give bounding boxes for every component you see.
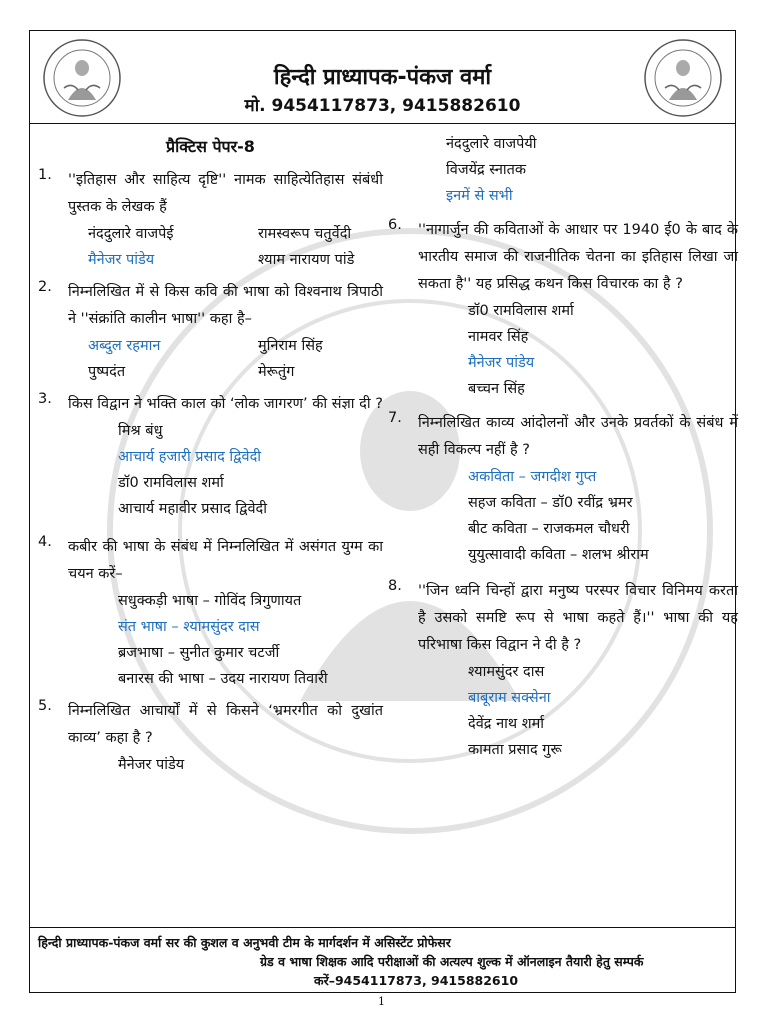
- option: मैनेजर पांडेय: [118, 757, 185, 773]
- question-number: 2.: [38, 279, 52, 295]
- question-3: [38, 391, 383, 522]
- question-6: [388, 217, 738, 402]
- option: कामता प्रसाद गुरू: [468, 742, 562, 758]
- option: रामस्वरूप चतुर्वेदी: [258, 226, 352, 242]
- option-answer: इनमें से सभी: [446, 188, 513, 204]
- left-column: [38, 131, 383, 784]
- footer: [30, 927, 735, 992]
- options-grid: [68, 221, 383, 273]
- question-number: 3.: [38, 391, 52, 407]
- footer-line-2: ग्रेड व भाषा शिक्षक आदि परीक्षाओं की अत्यल्प शुल्क में ऑनलाइन तैयारी हेतु सम्पर्क: [260, 954, 644, 969]
- option: श्याम नारायण पांडे: [258, 252, 355, 268]
- option: मुनिराम सिंह: [258, 338, 323, 354]
- question-text: किस विद्वान ने भक्ति काल को ‘लोक जागरण’ की संज्ञा दी ?: [68, 396, 383, 412]
- option: सधुक्कड़ी भाषा – गोविंद त्रिगुणायत: [118, 593, 302, 609]
- question-text: निम्नलिखित आचार्यों में से किसने ‘भ्रमरगीत को दुखांत काव्य’ कहा है ?: [68, 703, 383, 746]
- option: नंददुलारे वाजपेयी: [446, 136, 537, 152]
- option: आचार्य महावीर प्रसाद द्विवेदी: [118, 501, 268, 517]
- option: देवेंद्र नाथ शर्मा: [468, 716, 545, 732]
- option-answer: अकविता – जगदीश गुप्त: [468, 469, 597, 485]
- page-number: 1: [378, 995, 385, 1008]
- option-answer: अब्दुल रहमान: [88, 338, 161, 354]
- question-number: 8.: [388, 578, 402, 594]
- option-answer: मैनेजर पांडेय: [88, 252, 155, 268]
- question-4: [38, 534, 383, 692]
- question-text: निम्नलिखित में से किस कवि की भाषा को विश्वनाथ त्रिपाठी ने ''संक्रांति कालीन भाषा'' कहा है–: [68, 284, 383, 327]
- option-answer: मैनेजर पांडेय: [468, 355, 535, 371]
- question-1: [38, 167, 383, 273]
- question-2: [38, 279, 383, 385]
- option: श्यामसुंदर दास: [468, 664, 545, 680]
- option: नामवर सिंह: [468, 329, 529, 345]
- right-column: [388, 131, 738, 769]
- header-title: हिन्दी प्राध्यापक-पंकज वर्मा: [273, 65, 492, 90]
- option: पुष्पदंत: [88, 364, 126, 380]
- option: बीट कविता – राजकमल चौधरी: [468, 521, 630, 537]
- question-number: 7.: [388, 410, 402, 426]
- option: युयुत्सावादी कविता – शलभ श्रीराम: [468, 547, 649, 563]
- option: डॉ0 रामविलास शर्मा: [118, 475, 224, 491]
- options-grid: [68, 333, 383, 385]
- header-phone: मो. 9454117873, 9415882610: [244, 96, 521, 116]
- option: मिश्र बंधु: [118, 423, 163, 439]
- question-text: ''नागार्जुन की कविताओं के आधार पर 1940 ई0 के बाद के भारतीय समाज की राजनीतिक चेतना का इतिहास लिखा जा सकता है'' यह प्रसिद्ध कथन किस विचारक का है ?: [418, 222, 738, 292]
- option: ब्रजभाषा – सुनीत कुमार चटर्जी: [118, 645, 280, 661]
- option: मेरूतुंग: [258, 364, 295, 380]
- page-frame: [29, 30, 736, 993]
- footer-line-1: हिन्दी प्राध्यापक-पंकज वर्मा सर की कुशल व अनुभवी टीम के मार्गदर्शन में असिस्टेंट प्रोफेसर: [38, 935, 451, 950]
- option-answer: आचार्य हजारी प्रसाद द्विवेदी: [118, 449, 262, 465]
- question-text: ''जिन ध्वनि चिन्हों द्वारा मनुष्य परस्पर विचार विनिमय करता है उसको समष्टि रूप से भाषा कहते हैं।'' भाषा की यह परिभाषा किस विद्वान ने दी है ?: [418, 583, 738, 653]
- option: सहज कविता – डॉ0 रवींद्र भ्रमर: [468, 495, 633, 511]
- header: [30, 31, 735, 124]
- option: विजयेंद्र स्नातक: [446, 162, 527, 178]
- question-text: कबीर की भाषा के संबंध में निम्नलिखित में असंगत युग्म का चयन करें–: [68, 539, 383, 582]
- question-number: 4.: [38, 534, 52, 550]
- question-text: ''इतिहास और साहित्य दृष्टि'' नामक साहित्येतिहास संबंधी पुस्तक के लेखक हैं: [68, 172, 383, 215]
- question-7: [388, 410, 738, 568]
- option-answer: संत भाषा – श्यामसुंदर दास: [118, 619, 260, 635]
- option: डॉ0 रामविलास शर्मा: [468, 303, 574, 319]
- question-text: निम्नलिखित काव्य आंदोलनों और उनके प्रवर्तकों के संबंध में सही विकल्प नहीं है ?: [418, 415, 738, 458]
- question-8: [388, 578, 738, 763]
- question-5: [38, 698, 383, 778]
- option: नंददुलारे वाजपेई: [88, 226, 174, 242]
- question-number: 1.: [38, 167, 52, 183]
- option: बनारस की भाषा – उदय नारायण तिवारी: [118, 671, 328, 687]
- option: बच्चन सिंह: [468, 381, 525, 397]
- footer-contact: करें–9454117873, 9415882610: [314, 973, 519, 988]
- question-number: 5.: [38, 698, 52, 714]
- option-answer: बाबूराम सक्सेना: [468, 690, 551, 706]
- question-number: 6.: [388, 217, 402, 233]
- paper-title: प्रैक्टिस पेपर-8: [166, 137, 255, 156]
